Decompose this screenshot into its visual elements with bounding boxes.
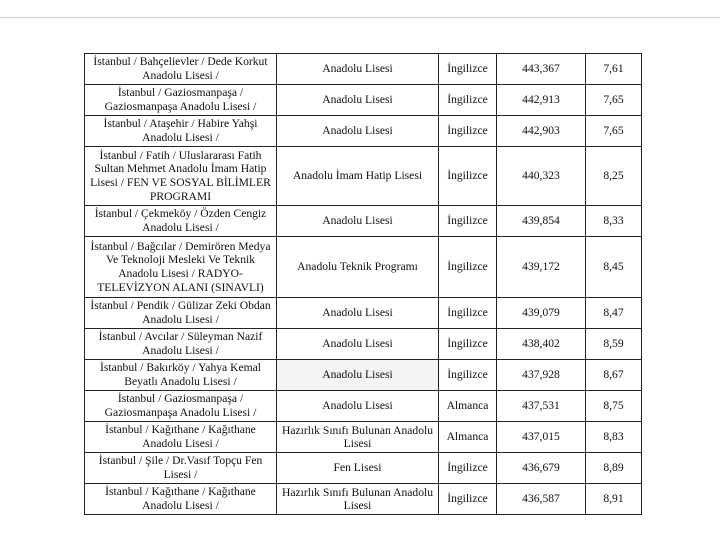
score-cell: 437,928 bbox=[497, 360, 586, 391]
school-type-cell: Anadolu Lisesi bbox=[277, 298, 439, 329]
language-cell: İngilizce bbox=[439, 116, 497, 147]
school-cell: İstanbul / Kağıthane / Kağıthane Anadolu Lisesi / bbox=[85, 484, 277, 515]
percentile-cell: 7,61 bbox=[586, 54, 642, 85]
percentile-cell: 8,91 bbox=[586, 484, 642, 515]
table-row bbox=[85, 116, 642, 147]
percentile-cell: 8,25 bbox=[586, 147, 642, 206]
score-cell: 439,079 bbox=[497, 298, 586, 329]
percentile-cell: 8,33 bbox=[586, 206, 642, 237]
school-type-cell: Anadolu Lisesi bbox=[277, 329, 439, 360]
score-cell: 438,402 bbox=[497, 329, 586, 360]
score-cell: 442,903 bbox=[497, 116, 586, 147]
language-cell: İngilizce bbox=[439, 360, 497, 391]
table-row bbox=[85, 391, 642, 422]
percentile-cell: 7,65 bbox=[586, 85, 642, 116]
school-cell: İstanbul / Bakırköy / Yahya Kemal Beyatlı Anadolu Lisesi / bbox=[85, 360, 277, 391]
language-cell: Almanca bbox=[439, 422, 497, 453]
table-row bbox=[85, 147, 642, 206]
school-cell: İstanbul / Bağcılar / Demirören Medya Ve Teknoloji Mesleki Ve Teknik Anadolu Lisesi / RADYO-TELEVİZYON ALANI (SINAVLI) bbox=[85, 237, 277, 298]
language-cell: İngilizce bbox=[439, 298, 497, 329]
school-cell: İstanbul / Ataşehir / Habire Yahşi Anadolu Lisesi / bbox=[85, 116, 277, 147]
language-cell: İngilizce bbox=[439, 85, 497, 116]
percentile-cell: 8,45 bbox=[586, 237, 642, 298]
top-divider bbox=[0, 17, 720, 18]
table-row bbox=[85, 298, 642, 329]
language-cell: İngilizce bbox=[439, 453, 497, 484]
percentile-cell: 8,89 bbox=[586, 453, 642, 484]
school-type-cell: Anadolu Lisesi bbox=[277, 54, 439, 85]
language-cell: İngilizce bbox=[439, 147, 497, 206]
percentile-cell: 7,65 bbox=[586, 116, 642, 147]
school-cell: İstanbul / Gaziosmanpaşa / Gaziosmanpaşa Anadolu Lisesi / bbox=[85, 85, 277, 116]
score-cell: 440,323 bbox=[497, 147, 586, 206]
school-type-cell: Anadolu Teknik Programı bbox=[277, 237, 439, 298]
school-type-cell: Hazırlık Sınıfı Bulunan Anadolu Lisesi bbox=[277, 484, 439, 515]
school-type-cell: Anadolu Lisesi bbox=[277, 206, 439, 237]
school-type-cell: Anadolu İmam Hatip Lisesi bbox=[277, 147, 439, 206]
score-cell: 436,587 bbox=[497, 484, 586, 515]
table-row bbox=[85, 453, 642, 484]
score-cell: 437,015 bbox=[497, 422, 586, 453]
score-cell: 439,854 bbox=[497, 206, 586, 237]
school-cell: İstanbul / Gaziosmanpaşa / Gaziosmanpaşa Anadolu Lisesi / bbox=[85, 391, 277, 422]
table-row bbox=[85, 206, 642, 237]
language-cell: İngilizce bbox=[439, 329, 497, 360]
table-row bbox=[85, 237, 642, 298]
school-type-cell: Anadolu Lisesi bbox=[277, 360, 439, 391]
language-cell: İngilizce bbox=[439, 54, 497, 85]
school-cell: İstanbul / Bahçelievler / Dede Korkut Anadolu Lisesi / bbox=[85, 54, 277, 85]
percentile-cell: 8,75 bbox=[586, 391, 642, 422]
school-type-cell: Fen Lisesi bbox=[277, 453, 439, 484]
percentile-cell: 8,67 bbox=[586, 360, 642, 391]
table-row bbox=[85, 329, 642, 360]
school-cell: İstanbul / Şile / Dr.Vasıf Topçu Fen Lisesi / bbox=[85, 453, 277, 484]
school-type-cell: Hazırlık Sınıfı Bulunan Anadolu Lisesi bbox=[277, 422, 439, 453]
score-cell: 443,367 bbox=[497, 54, 586, 85]
table-row bbox=[85, 85, 642, 116]
school-cell: İstanbul / Fatih / Uluslararası Fatih Sultan Mehmet Anadolu İmam Hatip Lisesi / FEN VE SOSYAL BİLİMLER PROGRAMI bbox=[85, 147, 277, 206]
school-results-table bbox=[84, 53, 642, 515]
language-cell: İngilizce bbox=[439, 484, 497, 515]
table-row bbox=[85, 54, 642, 85]
school-type-cell: Anadolu Lisesi bbox=[277, 85, 439, 116]
score-cell: 439,172 bbox=[497, 237, 586, 298]
language-cell: İngilizce bbox=[439, 237, 497, 298]
language-cell: İngilizce bbox=[439, 206, 497, 237]
score-cell: 442,913 bbox=[497, 85, 586, 116]
language-cell: Almanca bbox=[439, 391, 497, 422]
table-row bbox=[85, 484, 642, 515]
percentile-cell: 8,47 bbox=[586, 298, 642, 329]
school-type-cell: Anadolu Lisesi bbox=[277, 116, 439, 147]
score-cell: 437,531 bbox=[497, 391, 586, 422]
table-row bbox=[85, 360, 642, 391]
school-cell: İstanbul / Avcılar / Süleyman Nazif Anadolu Lisesi / bbox=[85, 329, 277, 360]
percentile-cell: 8,59 bbox=[586, 329, 642, 360]
school-cell: İstanbul / Pendik / Gülizar Zeki Obdan Anadolu Lisesi / bbox=[85, 298, 277, 329]
school-cell: İstanbul / Çekmeköy / Özden Cengiz Anadolu Lisesi / bbox=[85, 206, 277, 237]
score-cell: 436,679 bbox=[497, 453, 586, 484]
percentile-cell: 8,83 bbox=[586, 422, 642, 453]
school-type-cell: Anadolu Lisesi bbox=[277, 391, 439, 422]
table-row bbox=[85, 422, 642, 453]
school-cell: İstanbul / Kağıthane / Kağıthane Anadolu Lisesi / bbox=[85, 422, 277, 453]
